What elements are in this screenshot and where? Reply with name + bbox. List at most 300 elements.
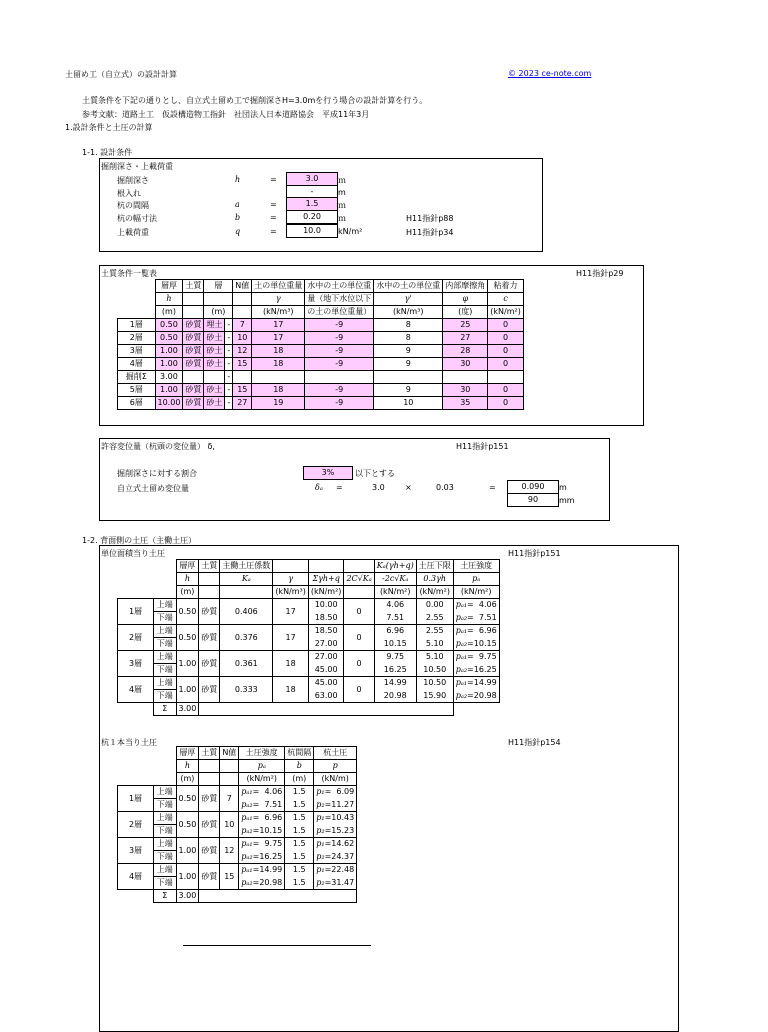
layer-thickness[interactable]: 10.00 [155, 397, 183, 410]
pa-bottom-symbol: pₐ₂= [241, 799, 260, 809]
soil-header: (度) [443, 306, 488, 319]
top-label: 上端 [154, 838, 177, 851]
pile-header: 層厚 [176, 747, 199, 760]
soil-header: (kN/m²) [488, 306, 524, 319]
n-value[interactable]: 7 [233, 319, 252, 332]
min-top: 2.55 [416, 625, 453, 638]
soil-header: (m) [204, 306, 233, 319]
bottom-label: 下端 [154, 851, 177, 864]
n-value: 10 [220, 812, 239, 838]
design-conditions-title: 掘削深さ・上載荷重 [101, 162, 173, 171]
condition-unit: m [338, 188, 346, 197]
submerged-weight[interactable]: -9 [305, 358, 374, 371]
condition-unit: ｍ [338, 201, 346, 210]
unit-weight[interactable]: 19 [252, 397, 305, 410]
layer-thickness: 0.50 [176, 599, 199, 625]
soil-name[interactable]: 砂土 [204, 397, 225, 410]
soil-header: 水中の土の単位重 [374, 280, 443, 293]
p-bottom [314, 799, 357, 812]
pressure-area-title: 単位面積当り土圧 [101, 549, 165, 558]
intro-line-2: 参考文献：道路土工 仮設構造物工指針 社団法人日本道路協会 平成11年3月 [82, 110, 370, 119]
condition-label: 根入れ [117, 189, 141, 198]
pile-header: h [176, 760, 199, 773]
pa-top-symbol: pₐ₁= [455, 600, 474, 610]
pa-header: 土圧強度 [453, 560, 499, 573]
blank-cell [154, 747, 177, 760]
bottom-label: 下端 [154, 877, 177, 890]
soil-row [118, 384, 524, 397]
pa-top-value: 9.75 [478, 652, 497, 662]
pa-header: (kN/m²) [416, 586, 453, 599]
pa-bottom-symbol: pₐ₂= [455, 612, 474, 622]
displacement-ratio: 0.03 [436, 483, 454, 492]
min-bottom: 2.55 [416, 612, 453, 625]
pa-top-symbol: pₐ₁= [241, 813, 260, 823]
friction-angle[interactable]: 30 [443, 384, 488, 397]
ka-bottom: 20.98 [374, 690, 416, 703]
depth: - [225, 384, 233, 397]
displacement-eq2: = [489, 483, 496, 492]
pa-bottom-value: 7.51 [264, 799, 283, 809]
soil-header: φ [443, 293, 488, 306]
layer-thickness: 1.00 [176, 838, 199, 864]
spacing-bottom: 1.5 [285, 799, 314, 812]
pa-bottom [453, 638, 499, 651]
sum-bottom: 63.00 [308, 690, 344, 703]
unit-weight: 18 [273, 651, 309, 677]
cohesion [488, 371, 524, 384]
layer-label: 3層 [118, 838, 154, 864]
blank-cell [118, 280, 156, 293]
layer-thickness: 3.00 [155, 371, 183, 384]
pile-header: 土圧強度 [239, 747, 285, 760]
intro-line-1: 土質条件を下記の通りとし、自立式土留め工で掘削深さH=3.0mを行う場合の設計計算を行う。 [82, 96, 428, 105]
blank-cell [118, 573, 154, 586]
soil-type[interactable]: 砂質 [183, 397, 204, 410]
ka-top: 4.06 [374, 599, 416, 612]
pa-top-symbol: pₐ₁= [455, 626, 474, 636]
pile-header: b [285, 760, 314, 773]
pa-bottom-value: 20.98 [473, 690, 497, 700]
layer-label: 3層 [118, 651, 154, 677]
soil-name[interactable]: 砂土 [204, 384, 225, 397]
friction-angle[interactable]: 25 [443, 319, 488, 332]
pa-bottom-value: 16.25 [473, 664, 497, 674]
soil-type: 砂質 [199, 786, 220, 812]
condition-eq: = [270, 200, 277, 209]
soil-title: 土質条件一覧表 [101, 269, 157, 278]
pile-row-top [118, 838, 357, 851]
pa-bottom [453, 664, 499, 677]
pressure-area-table [117, 559, 500, 716]
soil-name[interactable]: 砂土 [204, 332, 225, 345]
pa-header: γ [273, 573, 309, 586]
pa-bottom-value: 10.15 [473, 638, 497, 648]
layer-label: 2層 [118, 332, 156, 345]
ka-bottom: 16.25 [374, 664, 416, 677]
pa-bottom-value: 20.98 [259, 877, 283, 887]
pa-top-value: 9.75 [264, 839, 283, 849]
pa-header [220, 586, 273, 599]
pa-header [199, 573, 220, 586]
pa-top-symbol: pₐ₁= [241, 865, 260, 875]
friction-angle[interactable]: 28 [443, 345, 488, 358]
submerged-weight[interactable]: -9 [305, 319, 374, 332]
p-bottom-symbol: p₂= [316, 799, 332, 809]
effective-weight: 10 [374, 397, 443, 410]
submerged-weight[interactable]: -9 [305, 345, 374, 358]
ka-value: 0.406 [220, 599, 273, 625]
bottom-label: 下端 [154, 825, 177, 838]
n-value [233, 371, 252, 384]
pa-header [344, 560, 374, 573]
condition-unit: ｍ [338, 176, 346, 185]
submerged-weight [305, 371, 374, 384]
bottom-label: 下端 [154, 664, 177, 677]
soil-type[interactable]: 砂質 [183, 319, 204, 332]
layer-label: 1層 [118, 599, 154, 625]
pa-row-top [118, 651, 500, 664]
soil-row [118, 319, 524, 332]
soil-name[interactable]: 砂土 [204, 358, 225, 371]
p-bottom-symbol: p₂= [316, 877, 332, 887]
pa-header: Kₐ(γh+q) [374, 560, 416, 573]
ratio-unit: 以下とする [355, 469, 395, 478]
blank-cell [118, 890, 154, 903]
soil-row [118, 397, 524, 410]
unit-mm: mm [559, 496, 575, 505]
layer-label: 1層 [118, 319, 156, 332]
soil-header [183, 306, 204, 319]
condition-ref: H11指針p34 [406, 228, 454, 237]
ka-top: 14.99 [374, 677, 416, 690]
layer-thickness[interactable]: 1.00 [155, 345, 183, 358]
blank-cell [199, 890, 357, 903]
depth: - [225, 358, 233, 371]
top-label: 上端 [154, 812, 177, 825]
pa-header: 2C√Kₐ [344, 573, 374, 586]
cohesion-term: 0 [344, 651, 374, 677]
soil-header [183, 293, 204, 306]
p-top-symbol: p₁= [316, 813, 332, 823]
p-bottom [314, 877, 357, 890]
submerged-weight[interactable]: -9 [305, 332, 374, 345]
p-bottom-symbol: p₂= [316, 851, 332, 861]
soil-type[interactable]: 砂質 [183, 384, 204, 397]
pile-header: (m) [285, 773, 314, 786]
pile-header: p [314, 760, 357, 773]
unit-m: m [559, 483, 567, 492]
pa-header: 主働土圧係数 [220, 560, 273, 573]
pile-pressure-title: 杭１本当り土圧 [101, 738, 157, 747]
pa-bottom-symbol: pₐ₂= [455, 638, 474, 648]
p-bottom-symbol: p₂= [316, 825, 332, 835]
top-label: 上端 [154, 864, 177, 877]
condition-symbol: q [235, 227, 241, 236]
soil-name[interactable]: 砂土 [204, 345, 225, 358]
soil-type: 砂質 [199, 651, 220, 677]
pa-top-symbol: pₐ₁= [241, 787, 260, 797]
blank-cell [154, 560, 177, 573]
pa-header: 土質 [199, 560, 220, 573]
layer-thickness[interactable]: 1.00 [155, 384, 183, 397]
pa-bottom-value: 10.15 [259, 825, 283, 835]
soil-row [118, 358, 524, 371]
soil-name[interactable]: 埋土 [204, 319, 225, 332]
pa-header [199, 586, 220, 599]
p-top-symbol: p₁= [316, 839, 332, 849]
blank-cell [199, 703, 453, 716]
soil-header: (kN/m³) [374, 306, 443, 319]
pa-header: 0.3γh [416, 573, 453, 586]
cohesion[interactable]: 0 [488, 345, 524, 358]
condition-eq: = [270, 213, 277, 222]
n-value[interactable]: 15 [233, 384, 252, 397]
top-label: 上端 [154, 786, 177, 799]
min-bottom: 5.10 [416, 638, 453, 651]
soil-header: γ [252, 293, 305, 306]
sum-value: 3.00 [176, 890, 199, 903]
friction-angle[interactable]: 35 [443, 397, 488, 410]
soil-header [233, 293, 252, 306]
sum-bottom: 45.00 [308, 664, 344, 677]
pa-top [239, 838, 285, 851]
friction-angle [443, 371, 488, 384]
pa-header: 土圧下限 [416, 560, 453, 573]
ka-top: 6.96 [374, 625, 416, 638]
pa-top-value: 4.06 [264, 787, 283, 797]
layer-label: 4層 [118, 677, 154, 703]
sum-bottom: 18.50 [308, 612, 344, 625]
min-bottom: 15.90 [416, 690, 453, 703]
p-top [314, 786, 357, 799]
effective-weight: 9 [374, 384, 443, 397]
pa-bottom-symbol: pₐ₂= [455, 664, 474, 674]
cohesion-term: 0 [344, 625, 374, 651]
soil-header [233, 306, 252, 319]
p-bottom-value: 31.47 [331, 877, 355, 887]
n-value[interactable]: 12 [233, 345, 252, 358]
pa-top [239, 864, 285, 877]
pa-top [239, 786, 285, 799]
layer-thickness[interactable]: 1.00 [155, 358, 183, 371]
condition-unit: ｍ [338, 214, 346, 223]
pile-header: (m) [176, 773, 199, 786]
unit-weight[interactable]: 17 [252, 332, 305, 345]
pile-header: 土質 [199, 747, 220, 760]
condition-value[interactable]: 1.5 [286, 197, 338, 211]
soil-header-row [118, 280, 524, 293]
cohesion[interactable]: 0 [488, 397, 524, 410]
times-sign: × [405, 483, 412, 492]
soil-type: 砂質 [199, 625, 220, 651]
bottom-label: 下端 [154, 799, 177, 812]
soil-header: 量（地下水位以下 [305, 293, 374, 306]
pa-top-value: 4.06 [478, 600, 497, 610]
layer-label: 2層 [118, 625, 154, 651]
bottom-label: 下端 [154, 612, 177, 625]
unit-weight[interactable]: 18 [252, 358, 305, 371]
pile-header [220, 773, 239, 786]
ka-bottom: 7.51 [374, 612, 416, 625]
layer-label: 6層 [118, 397, 156, 410]
soil-header [204, 293, 233, 306]
pa-header: (kN/m²) [453, 586, 499, 599]
depth: - [225, 332, 233, 345]
pa-bottom [239, 825, 285, 838]
layer-label: 4層 [118, 358, 156, 371]
top-label: 上端 [154, 625, 177, 638]
copyright-link[interactable]: © 2023 ce-note.com [508, 69, 592, 78]
displacement-result-mm: 90 [507, 493, 559, 507]
page-title: 土留め工（自立式）の設計計算 [65, 70, 177, 79]
delta-symbol: δₐ [315, 483, 323, 492]
soil-row [118, 371, 524, 384]
pa-bottom [239, 799, 285, 812]
soil-header: c [488, 293, 524, 306]
unit-weight[interactable]: 18 [252, 345, 305, 358]
submerged-weight[interactable]: -9 [305, 397, 374, 410]
min-top: 0.00 [416, 599, 453, 612]
condition-value[interactable]: 3.0 [286, 172, 338, 186]
sum-top: 27.00 [308, 651, 344, 664]
bottom-label: 下端 [154, 638, 177, 651]
soil-header: 粘着力 [488, 280, 524, 293]
blank-cell [118, 586, 154, 599]
pa-top [453, 599, 499, 612]
layer-thickness[interactable]: 0.50 [155, 319, 183, 332]
cohesion[interactable]: 0 [488, 384, 524, 397]
layer-thickness: 1.00 [176, 677, 199, 703]
spacing-bottom: 1.5 [285, 851, 314, 864]
friction-angle[interactable]: 27 [443, 332, 488, 345]
section-1-1-heading: 1-1. 設計条件 [82, 148, 133, 157]
pile-sum-row [118, 890, 357, 903]
displacement-label: 自立式土留め変位量 [117, 484, 189, 493]
p-bottom [314, 825, 357, 838]
unit-weight[interactable]: 17 [252, 319, 305, 332]
pile-header: N値 [220, 747, 239, 760]
pa-bottom-value: 7.51 [478, 612, 497, 622]
pile-pressure-ref: H11指針p154 [508, 738, 561, 747]
pile-header-row [118, 773, 357, 786]
blank-cell [154, 586, 177, 599]
pa-row-bottom [118, 690, 500, 703]
unit-weight [252, 371, 305, 384]
soil-type: 砂質 [199, 838, 220, 864]
pa-top-symbol: pₐ₁= [241, 839, 260, 849]
min-top: 10.50 [416, 677, 453, 690]
pa-header: pₐ [453, 573, 499, 586]
layer-label: 掘削Σ [118, 371, 156, 384]
cohesion[interactable]: 0 [488, 358, 524, 371]
min-top: 5.10 [416, 651, 453, 664]
pa-header: (kN/m³) [273, 586, 309, 599]
depth: - [225, 319, 233, 332]
layer-label: 5層 [118, 384, 156, 397]
layer-label: 4層 [118, 864, 154, 890]
p-bottom-value: 24.37 [331, 851, 355, 861]
n-value[interactable]: 10 [233, 332, 252, 345]
condition-symbol: b [235, 213, 241, 222]
pile-header [220, 760, 239, 773]
pa-header: (m) [176, 586, 199, 599]
ratio-input[interactable]: 3% [303, 466, 353, 480]
condition-value[interactable]: - [286, 185, 338, 199]
soil-type[interactable]: 砂質 [183, 358, 204, 371]
pile-row-top [118, 812, 357, 825]
p-top-value: 10.43 [331, 813, 355, 823]
section-1-heading: 1.設計条件と土圧の計算 [65, 123, 153, 132]
p-bottom [314, 851, 357, 864]
cohesion-term: 0 [344, 677, 374, 703]
sum-top: 45.00 [308, 677, 344, 690]
submerged-weight[interactable]: -9 [305, 384, 374, 397]
p-top-symbol: p₁= [316, 865, 332, 875]
soil-type: 砂質 [199, 677, 220, 703]
layer-thickness: 0.50 [176, 786, 199, 812]
unit-weight: 17 [273, 599, 309, 625]
layer-label: 2層 [118, 812, 154, 838]
pressure-area-ref: H11指針p151 [508, 549, 561, 558]
p-bottom-value: 15.23 [331, 825, 355, 835]
friction-angle[interactable]: 30 [443, 358, 488, 371]
n-value[interactable]: 15 [233, 358, 252, 371]
cohesion-term: 0 [344, 599, 374, 625]
layer-thickness[interactable]: 0.50 [155, 332, 183, 345]
pile-header: (kN/m) [314, 773, 357, 786]
pile-header [199, 760, 220, 773]
top-label: 上端 [154, 677, 177, 690]
unit-weight[interactable]: 18 [252, 384, 305, 397]
depth: - [225, 397, 233, 410]
pile-header: (kN/m²) [239, 773, 285, 786]
blank-cell [154, 573, 177, 586]
layer-label: 3層 [118, 345, 156, 358]
top-label: 上端 [154, 651, 177, 664]
n-value: 12 [220, 838, 239, 864]
condition-symbol: h [235, 175, 241, 184]
soil-header: 内部摩擦角 [443, 280, 488, 293]
n-value[interactable]: 27 [233, 397, 252, 410]
blank-cell [118, 747, 154, 760]
cohesion[interactable]: 0 [488, 332, 524, 345]
condition-value[interactable]: 10.0 [286, 224, 338, 238]
soil-type [183, 371, 204, 384]
effective-weight: 8 [374, 319, 443, 332]
sum-value: 3.00 [176, 703, 199, 716]
soil-header: 土の単位重量 [252, 280, 305, 293]
condition-value[interactable]: 0.20 [286, 210, 338, 224]
condition-ref: H11指針p88 [406, 214, 454, 223]
pile-header [199, 773, 220, 786]
soil-type[interactable]: 砂質 [183, 332, 204, 345]
ka-value: 0.376 [220, 625, 273, 651]
cohesion[interactable]: 0 [488, 319, 524, 332]
unit-weight: 17 [273, 625, 309, 651]
pile-pressure-table [117, 746, 357, 903]
displacement-title: 許容変位量（杭頭の変位量） δ, [101, 442, 215, 451]
p-top [314, 838, 357, 851]
ka-value: 0.361 [220, 651, 273, 677]
soil-type[interactable]: 砂質 [183, 345, 204, 358]
pa-bottom [453, 690, 499, 703]
pa-header: h [176, 573, 199, 586]
pa-top [453, 651, 499, 664]
pa-row-bottom [118, 664, 500, 677]
p-bottom-value: 11.27 [331, 799, 355, 809]
blank-cell [154, 773, 177, 786]
